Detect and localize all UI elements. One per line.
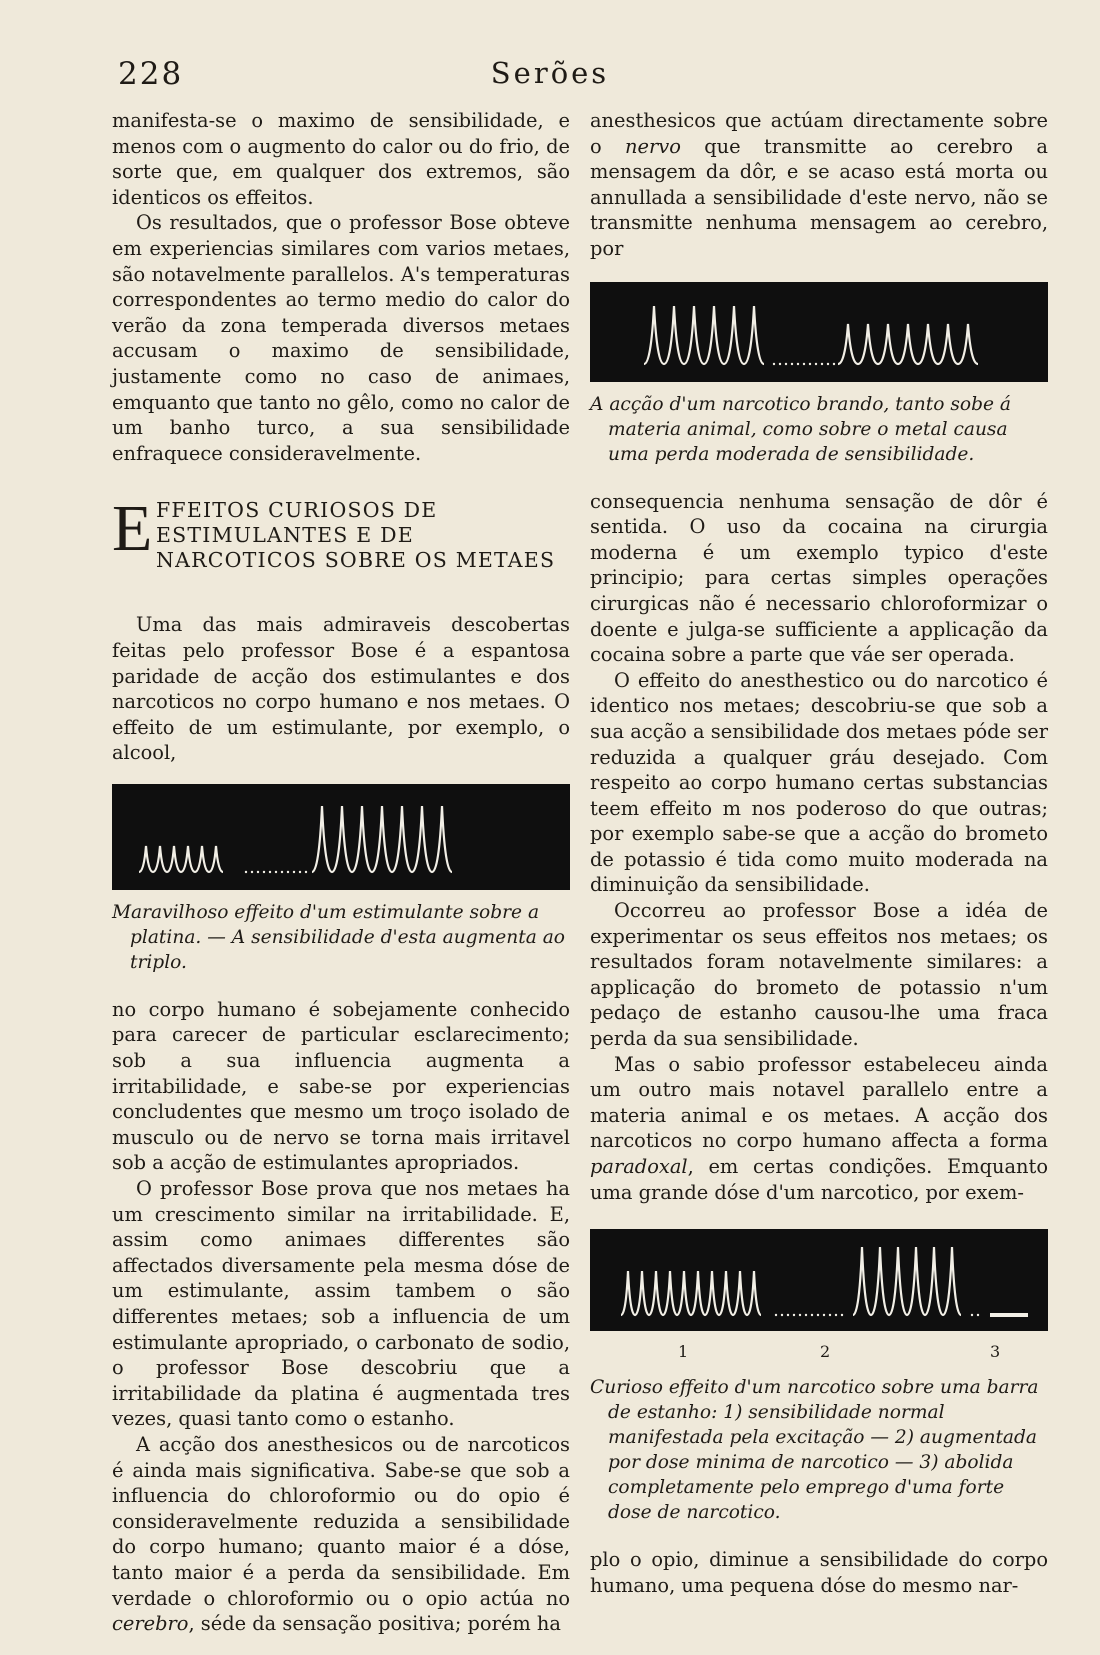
stage-label-1: 1 bbox=[678, 1342, 689, 1362]
response-trace bbox=[139, 846, 223, 872]
trace-dot bbox=[815, 362, 817, 364]
paragraph: consequencia nenhuma sensação de dôr é sentida. O uso da cocaina na cirurgia moderna é um exemplo typico d'este principio; para certas simples operações cirurgicas não é necessario chloroformizar o doente e julga-se sufficiente a applicação da cocaina sobre a parte que váe ser operada. bbox=[590, 489, 1048, 667]
paragraph: Os resultados, que o professor Bose obteve em experiencias similares com varios metaes, são notavelmente parallelos. A's temperaturas correspondentes ao termo medio do calor do verão da zona temperada diversos metaes accusam o maximo de sensibilidade, justamente como no caso de animaes, emquanto que tanto no gêlo, como no calor de um banho turco, a sua sensibilidade enfraquece consideravelmente. bbox=[112, 211, 570, 465]
trace-dot bbox=[245, 871, 247, 873]
figure-plate bbox=[590, 282, 1048, 382]
text-run: que transmitte ao cerebro a mensagem da dôr, e se acaso está morta ou annullada a sensibilidade d'este nervo, não se transmitte nenhuma mensagem ao cerebro, por bbox=[590, 134, 1048, 260]
trace-dot bbox=[269, 871, 271, 873]
text-run: , em certas condições. Emquanto uma grande dóse d'um narcotico, por exem- bbox=[590, 1155, 1048, 1204]
text-run: anesthesicos que actúam directamente sobre o bbox=[590, 109, 1048, 158]
flat-trace bbox=[990, 1313, 1028, 1317]
trace-dot bbox=[829, 1314, 831, 1316]
trace-dot bbox=[827, 362, 829, 364]
trace-dot bbox=[835, 1314, 837, 1316]
paragraph: Occorreu ao professor Bose a idéa de experimentar os seus effeitos nos metaes; os resultados foram notavelmente similares: a applicação do brometo de potassio n'um pedaço de estanho causou-lhe uma fraca perda da sua sensibilidade. bbox=[590, 899, 1048, 1051]
caption-text: Curioso effeito d'um narcotico sobre uma barra de estanho: 1) sensibilidade normal manifestada pela excitação — 2) augmentada por dose minima de narcotico — 3) abolida completamente pelo emprego d'uma forte dose de narcotico. bbox=[590, 1377, 1039, 1524]
trace-dot bbox=[781, 1314, 783, 1316]
trace-dot bbox=[821, 362, 823, 364]
figure-caption bbox=[112, 900, 570, 975]
trace-dot bbox=[281, 871, 283, 873]
caption-text: Maravilhoso effeito d'um estimulante sobre a platina. — A sensibilidade d'esta augmenta ao triplo. bbox=[112, 901, 565, 973]
section-heading bbox=[112, 492, 570, 576]
paragraph: Uma das mais admiraveis descobertas feitas pelo professor Bose é a espantosa paridade de acção dos estimulantes e dos narcoticos no corpo humano e nos metaes. O effeito de um estimulante, por exemplo, o alcool, bbox=[112, 613, 570, 765]
trace-dot bbox=[257, 871, 259, 873]
trace-dot bbox=[785, 362, 787, 364]
text-run: , séde da sensação positiva; porém ha bbox=[188, 1612, 561, 1636]
trace-dot bbox=[817, 1314, 819, 1316]
trace-dot bbox=[841, 1314, 843, 1316]
trace-dot bbox=[299, 871, 301, 873]
page-number: 228 bbox=[118, 56, 184, 92]
trace-dot bbox=[787, 1314, 789, 1316]
response-curve-plot bbox=[112, 784, 570, 890]
trace-dot bbox=[793, 1314, 795, 1316]
trace-dot bbox=[823, 1314, 825, 1316]
response-trace bbox=[838, 324, 978, 364]
caption-text: A acção d'um narcotico brando, tanto sobe á materia animal, como sobre o metal causa uma perda moderada de sensibilidade. bbox=[590, 393, 1011, 465]
trace-dot bbox=[791, 362, 793, 364]
trace-dot bbox=[287, 871, 289, 873]
response-trace bbox=[621, 1271, 761, 1315]
trace-dot bbox=[803, 362, 805, 364]
stage-label-2: 2 bbox=[820, 1342, 831, 1362]
trace-dot bbox=[305, 871, 307, 873]
left-column bbox=[112, 108, 570, 1637]
response-curve-plot bbox=[590, 282, 1048, 382]
figure-stimulant bbox=[112, 784, 570, 975]
response-trace bbox=[644, 306, 764, 364]
paragraph: manifesta-se o maximo de sensibilidade, e menos com o augmento do calor ou do frio, de sorte que, em qualquer dos extremos, são identicos os effeitos. bbox=[112, 109, 570, 209]
drop-cap: E bbox=[112, 492, 153, 566]
emphasis: paradoxal bbox=[590, 1155, 688, 1178]
figure-stage-labels bbox=[590, 1339, 1048, 1365]
page-header bbox=[0, 56, 1100, 96]
trace-dot bbox=[971, 1314, 973, 1316]
response-curve-plot bbox=[590, 1229, 1048, 1331]
trace-dot bbox=[293, 871, 295, 873]
paragraph bbox=[590, 1052, 1048, 1206]
emphasis: nervo bbox=[625, 134, 681, 158]
figure-plate bbox=[590, 1229, 1048, 1331]
trace-dot bbox=[977, 1314, 979, 1316]
paragraph bbox=[590, 108, 1048, 262]
trace-dot bbox=[809, 362, 811, 364]
trace-dot bbox=[251, 871, 253, 873]
paragraph: no corpo humano é sobejamente conhecido para carecer de particular esclarecimento; sob a sua influencia augmenta a irritabilidade, e sabe-se por experiencias concludentes que mesmo um troço isolado de musculo ou de nervo se torna mais irritavel sob a acção de estimulantes apropriados. bbox=[112, 997, 570, 1175]
paragraph bbox=[112, 1432, 570, 1637]
trace-dot bbox=[797, 362, 799, 364]
emphasis: cerebro bbox=[112, 1612, 189, 1636]
trace-dot bbox=[773, 362, 775, 364]
trace-dot bbox=[805, 1314, 807, 1316]
figure-narcotic-tin bbox=[590, 1229, 1048, 1525]
trace-dot bbox=[811, 1314, 813, 1316]
figure-caption bbox=[590, 1375, 1048, 1525]
response-trace bbox=[312, 806, 452, 872]
paragraph: plo o opio, diminue a sensibilidade do corpo humano, uma pequena dóse do mesmo nar- bbox=[590, 1548, 1048, 1597]
trace-dot bbox=[833, 362, 835, 364]
right-column bbox=[590, 108, 1048, 1598]
figure-plate bbox=[112, 784, 570, 890]
paragraph: O professor Bose prova que nos metaes ha um crescimento similar na irritabilidade. E, assim como animaes differentes são affectados diversamente pela mesma dóse de um estimulante, assim tambem o são differentes metaes; sob a influencia de um estimulante apropriado, o carbonato de sodio, o professor Bose descobriu que a irritabilidade da platina é augmentada tres vezes, quasi tanto como o estanho. bbox=[112, 1177, 570, 1431]
trace-dot bbox=[775, 1314, 777, 1316]
section-title: FFEITOS CURIOSOS DE ESTIMULANTES E DE NARCOTICOS SOBRE OS METAES bbox=[156, 498, 556, 573]
text-run: Mas o sabio professor estabeleceu ainda um outro mais notavel parallelo entre a materia animal e os metaes. A acção dos narcoticos no corpo humano affecta a forma bbox=[590, 1052, 1048, 1153]
trace-dot bbox=[263, 871, 265, 873]
trace-dot bbox=[799, 1314, 801, 1316]
running-title: Serões bbox=[490, 56, 610, 90]
response-trace bbox=[853, 1247, 961, 1315]
trace-dot bbox=[779, 362, 781, 364]
figure-mild-narcotic bbox=[590, 282, 1048, 467]
text-run: A acção dos anesthesicos ou de narcoticos é ainda mais significativa. Sabe-se que sob a influencia do chloroformio ou do opio é consideravelmente reduzida a sensibilidade do corpo humano; quanto maior é a dóse, tanto maior é a perda da sensibilidade. Em verdade o chloroformio ou o opio actúa no bbox=[112, 1432, 570, 1610]
stage-label-3: 3 bbox=[990, 1342, 1001, 1362]
figure-caption bbox=[590, 392, 1048, 467]
paragraph: O effeito do anesthestico ou do narcotico é identico nos metaes; descobriu-se que sob a sua acção a sensibilidade dos metaes póde ser reduzida a qualquer gráu desejado. Com respeito ao corpo humano certas substancias teem effeito m nos poderoso do que outras; por exemplo sabe-se que a acção do brometo de potassio é tida como muito moderada na diminuição da sensibilidade. bbox=[590, 668, 1048, 897]
trace-dot bbox=[275, 871, 277, 873]
